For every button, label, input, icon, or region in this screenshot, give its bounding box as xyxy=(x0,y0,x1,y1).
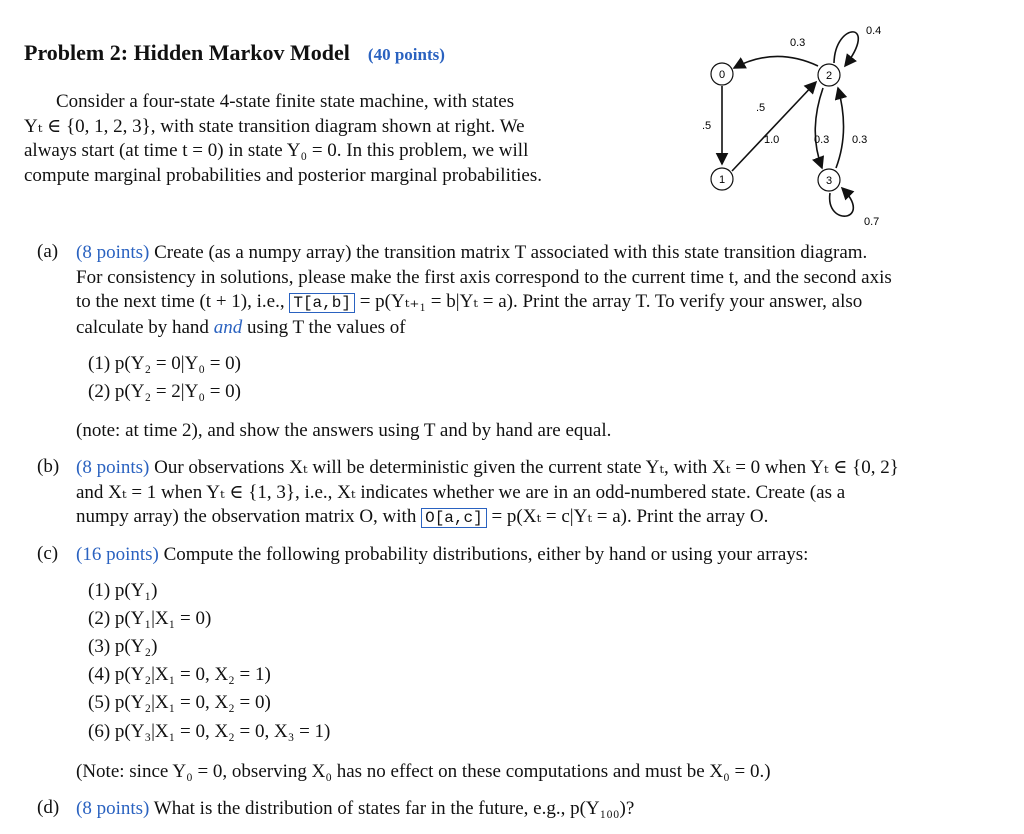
part-c-item: (6) p(Y₃|X₁ = 0, X₂ = 0, X₃ = 1) xyxy=(88,721,331,742)
part-c-item: (2) p(Y₁|X₁ = 0) xyxy=(88,608,212,629)
svg-text:3: 3 xyxy=(825,175,833,187)
label-three-to-two: 0.3 xyxy=(852,134,868,146)
part-b-line: Our observations Xₜ will be deterministic given the current state Yₜ, with Xₜ = 0 when Yₜ ∈ {0, 2} xyxy=(154,457,899,478)
part-b-line: numpy array) the observation matrix O, with xyxy=(76,506,417,527)
state-transition-diagram xyxy=(690,16,890,231)
transition-matrix-code: T[a,b] xyxy=(289,293,355,313)
intro-line: Yₜ ∈ {0, 1, 2, 3}, with state transition diagram shown at right. We xyxy=(24,115,525,137)
part-d-points: (8 points) xyxy=(76,798,150,819)
state-node-2 xyxy=(818,64,840,86)
svg-text:1: 1 xyxy=(718,174,726,186)
label-two-to-three: 0.3 xyxy=(814,134,830,146)
svg-text:0: 0 xyxy=(718,69,726,81)
state-node-3 xyxy=(818,169,840,191)
part-c-item: (1) p(Y₁) xyxy=(88,580,158,601)
edge-two-self xyxy=(834,32,858,66)
part-b-text xyxy=(76,456,899,531)
part-a-item: (2) p(Y₂ = 2|Y₀ = 0) xyxy=(88,381,241,402)
part-c-item: (4) p(Y₂|X₁ = 0, X₂ = 1) xyxy=(88,664,271,685)
edge-three-self xyxy=(830,188,854,216)
part-a-points: (8 points) xyxy=(76,242,150,263)
part-a-line: to the next time (t + 1), i.e., xyxy=(76,291,285,312)
edge-one-to-two xyxy=(732,82,816,171)
label-one-to-two: 1.0 xyxy=(764,134,780,146)
part-b-points: (8 points) xyxy=(76,457,150,478)
label-two-self: 0.4 xyxy=(866,25,882,37)
state-node-1 xyxy=(711,168,733,190)
part-a-item: (1) p(Y₂ = 0|Y₀ = 0) xyxy=(88,353,241,374)
part-c-text xyxy=(76,543,808,568)
part-d-line: What is the distribution of states far in the future, e.g., p(Y₁₀₀)? xyxy=(153,798,635,819)
observation-matrix-code: O[a,c] xyxy=(421,508,487,528)
part-c-note: (Note: since Y₀ = 0, observing X₀ has no effect on these computations and must be X₀ = 0.) xyxy=(76,761,771,782)
svg-text:2: 2 xyxy=(825,70,833,82)
intro-line: Consider a four-state 4-state finite state machine, with states xyxy=(56,91,515,112)
part-c-item: (3) p(Y₂) xyxy=(88,636,158,657)
part-a-line: calculate by hand xyxy=(76,316,209,338)
part-a-text xyxy=(76,241,892,340)
part-a-line: = p(Yₜ₊₁ = b|Yₜ = a). Print the array T. To verify your answer, also xyxy=(359,291,863,312)
label-zero-to-one: .5 xyxy=(702,120,712,132)
part-c-label: (c) xyxy=(37,543,59,564)
label-zero-to-two: .5 xyxy=(756,102,766,114)
intro-line: always start (at time t = 0) in state Y₀ = 0. In this problem, we will xyxy=(24,140,529,161)
part-c-points: (16 points) xyxy=(76,544,159,565)
part-c-line: Compute the following probability distributions, either by hand or using your arrays: xyxy=(163,544,809,565)
intro-paragraph xyxy=(24,90,542,188)
title-points: (40 points) xyxy=(367,45,445,64)
edge-two-to-zero xyxy=(734,56,818,68)
part-b-label: (b) xyxy=(37,456,60,477)
and-emphasis: and xyxy=(213,316,243,338)
part-a-line: For consistency in solutions, please make the first axis correspond to the current time t, and the second axis xyxy=(76,266,892,288)
part-a-line: using T the values of xyxy=(246,316,406,338)
title-text: Problem 2: Hidden Markov Model xyxy=(24,40,350,65)
part-a-line: Create (as a numpy array) the transition matrix T associated with this state transition diagram. xyxy=(154,242,868,263)
part-a-note: (note: at time 2), and show the answers using T and by hand are equal. xyxy=(76,420,612,441)
label-two-to-zero: 0.3 xyxy=(790,37,806,49)
part-b-line: = p(Xₜ = c|Yₜ = a). Print the array O. xyxy=(491,506,769,527)
problem-title xyxy=(24,40,445,66)
part-b-line: and Xₜ = 1 when Yₜ ∈ {1, 3}, i.e., Xₜ indicates whether we are in an odd-numbered state. Create (as a xyxy=(76,481,846,503)
part-c-item: (5) p(Y₂|X₁ = 0, X₂ = 0) xyxy=(88,692,271,713)
label-three-self: 0.7 xyxy=(864,216,880,228)
part-d-text xyxy=(76,797,634,822)
edge-three-to-two xyxy=(836,88,844,168)
part-d-label: (d) xyxy=(37,797,60,818)
state-node-0 xyxy=(711,63,733,85)
part-a-label: (a) xyxy=(37,241,59,262)
edge-two-to-three xyxy=(815,88,823,168)
intro-line: compute marginal probabilities and posterior marginal probabilities. xyxy=(24,164,542,186)
